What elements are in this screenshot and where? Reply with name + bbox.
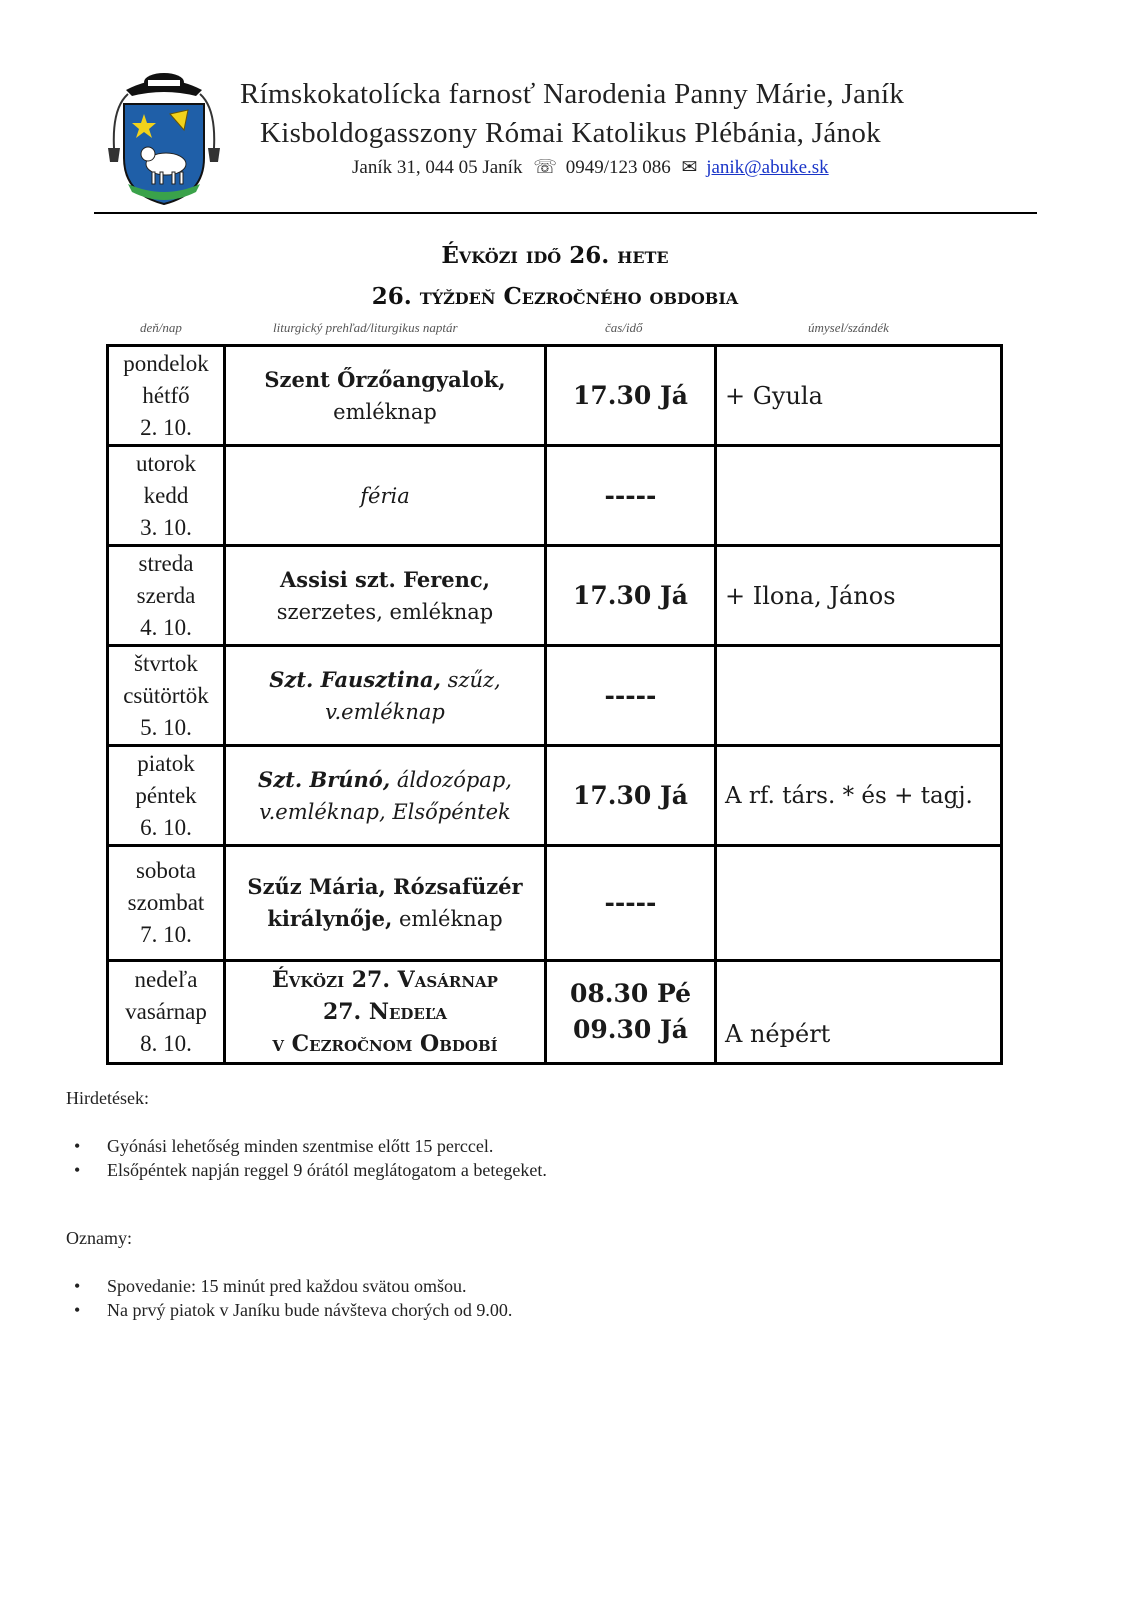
list-item: • Gyónási lehetőség minden szentmise előtt 15 perccel.: [74, 1136, 494, 1156]
liturgy-cell: féria: [225, 446, 546, 546]
table-row: [108, 646, 1002, 746]
intention-cell: A népért: [716, 961, 1002, 1064]
header-divider: [94, 212, 1037, 214]
parish-name-hu: Kisboldogasszony Római Katolikus Plébánia, Jánok: [260, 117, 881, 149]
liturgy-cell: Szt. Fausztina, szűz, v.emléknap: [225, 646, 546, 746]
time-cell: -----: [546, 446, 716, 546]
day-cell: štvrtok csütörtök 5. 10.: [108, 646, 225, 746]
column-header-day: deň/nap: [140, 320, 182, 335]
parish-coat-of-arms: [104, 68, 224, 208]
table-row: [108, 961, 1002, 1064]
time-cell: 08.30 Pé 09.30 Já: [546, 961, 716, 1064]
intention-cell: A rf. társ. * és + tagj.: [716, 746, 1002, 846]
table-row: [108, 546, 1002, 646]
intention-cell: [716, 646, 1002, 746]
week-title-sk: 26. týždeň Cezročného obdobia: [371, 283, 739, 310]
time-cell: 17.30 Já: [546, 346, 716, 446]
table-row: [108, 346, 1002, 446]
liturgy-cell: Assisi szt. Ferenc, szerzetes, emléknap: [225, 546, 546, 646]
liturgy-cell: Szűz Mária, Rózsafüzér királynője, emléknap: [225, 846, 546, 961]
announcements-sk-label: Oznamy:: [66, 1228, 132, 1248]
intention-cell: [716, 846, 1002, 961]
address: Janík 31, 044 05 Janík: [352, 157, 523, 178]
mass-schedule-table: [106, 344, 1003, 1065]
table-row: [108, 846, 1002, 961]
list-item: • Spovedanie: 15 minút pred každou svätou omšou.: [74, 1276, 467, 1296]
liturgy-cell: Szt. Brúnó, áldozópap, v.emléknap, Elsőpéntek: [225, 746, 546, 846]
time-cell: -----: [546, 646, 716, 746]
week-title-hu: Évközi idő 26. hete: [441, 242, 669, 269]
day-cell: piatok péntek 6. 10.: [108, 746, 225, 846]
liturgy-cell: Szent Őrzőangyalok, emléknap: [225, 346, 546, 446]
list-item: • Na prvý piatok v Janíku bude návšteva chorých od 9.00.: [74, 1300, 513, 1320]
contact-line: [352, 156, 829, 179]
email-link[interactable]: janik@abuke.sk: [706, 157, 829, 178]
day-cell: sobota szombat 7. 10.: [108, 846, 225, 961]
phone: 0949/123 086: [565, 157, 671, 178]
day-cell: streda szerda 4. 10.: [108, 546, 225, 646]
list-item: • Elsőpéntek napján reggel 9 órától meglátogatom a betegeket.: [74, 1160, 547, 1180]
day-cell: pondelok hétfő 2. 10.: [108, 346, 225, 446]
parish-name-sk: Rímskokatolícka farnosť Narodenia Panny Márie, Janík: [240, 78, 905, 110]
time-cell: -----: [546, 846, 716, 961]
intention-cell: [716, 446, 1002, 546]
time-cell: 17.30 Já: [546, 546, 716, 646]
intention-cell: + Gyula: [716, 346, 1002, 446]
intention-cell: + Ilona, János: [716, 546, 1002, 646]
announcements-sk-list: [66, 1274, 512, 1322]
column-header-intention: úmysel/szándék: [808, 320, 889, 335]
table-row: [108, 446, 1002, 546]
time-cell: 17.30 Já: [546, 746, 716, 846]
column-header-time: čas/idő: [605, 320, 643, 335]
column-header-liturgy: liturgický prehľad/liturgikus naptár: [273, 320, 458, 335]
announcements-hu-label: Hirdetések:: [66, 1088, 149, 1108]
day-cell: utorok kedd 3. 10.: [108, 446, 225, 546]
envelope-icon: ✉: [681, 157, 698, 178]
liturgy-cell: Évközi 27. Vasárnap 27. Nedeľa v Cezročnom Období: [225, 961, 546, 1064]
day-cell: nedeľa vasárnap 8. 10.: [108, 961, 225, 1064]
announcements-hu-list: [66, 1134, 547, 1182]
table-row: [108, 746, 1002, 846]
telephone-icon: ☏: [533, 157, 557, 178]
